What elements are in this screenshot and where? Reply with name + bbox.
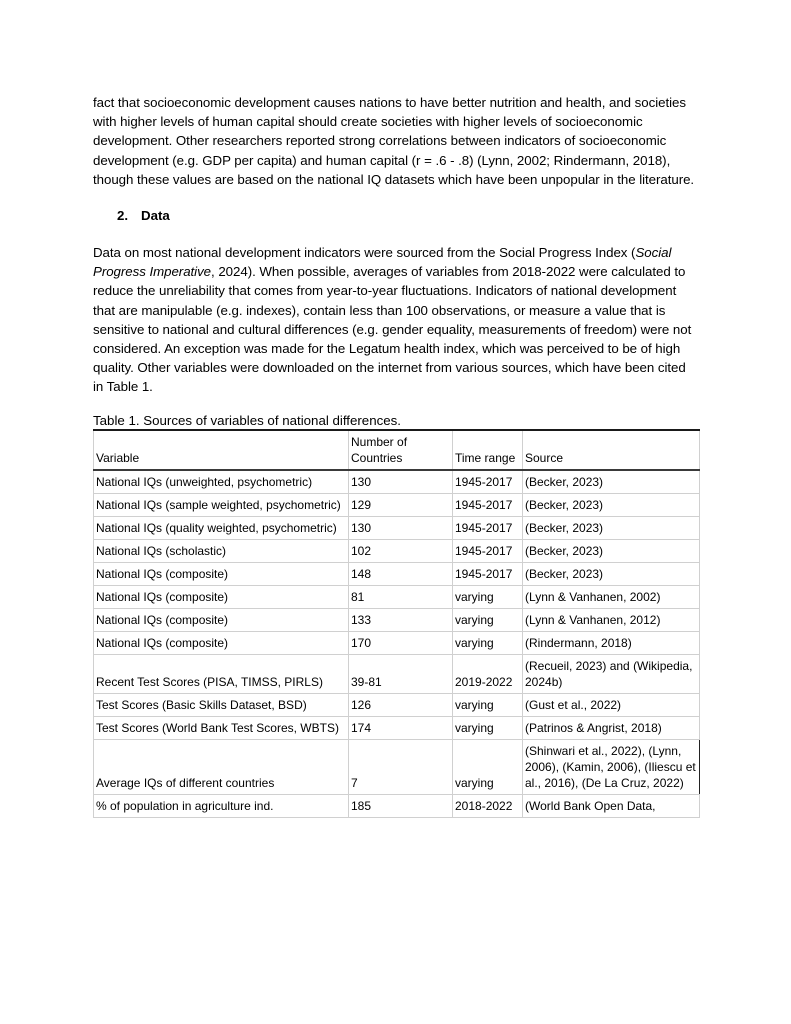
cell-source: (Becker, 2023) xyxy=(523,562,700,585)
table-row xyxy=(94,585,700,608)
cell-source: (Lynn & Vanhanen, 2002) xyxy=(523,585,700,608)
cell-source: (Lynn & Vanhanen, 2012) xyxy=(523,608,700,631)
cell-variable: National IQs (composite) xyxy=(94,631,349,654)
cell-time-range: varying xyxy=(453,608,523,631)
cell-source: (Becker, 2023) xyxy=(523,470,700,494)
header-time-range: Time range xyxy=(453,430,523,470)
section-title: Data xyxy=(141,208,170,224)
table-header-row xyxy=(94,430,700,470)
cell-variable: National IQs (composite) xyxy=(94,608,349,631)
cell-source: (Becker, 2023) xyxy=(523,493,700,516)
table-row xyxy=(94,631,700,654)
cell-source: (Becker, 2023) xyxy=(523,539,700,562)
data-paragraph xyxy=(93,243,699,397)
table-row xyxy=(94,493,700,516)
cell-count: 102 xyxy=(349,539,453,562)
cell-source: (Shinwari et al., 2022), (Lynn, 2006), (Kamin, 2006), (Iliescu et al., 2016), (De La Cruz, 2022) xyxy=(523,739,700,794)
sources-table xyxy=(93,429,700,818)
table-row xyxy=(94,716,700,739)
intro-paragraph: fact that socioeconomic development causes nations to have better nutrition and health, and societies with higher levels of human capital should create societies with higher levels of socioeconomic development. Other researchers reported strong correlations between indicators of socioeconomic development (e.g. GDP per capita) and human capital (r = .6 - .8) (Lynn, 2002; Rindermann, 2018), though these values are based on the national IQ datasets which have been unpopular in the literature. xyxy=(93,95,695,187)
cell-count: 170 xyxy=(349,631,453,654)
cell-count: 130 xyxy=(349,470,453,494)
cell-count: 129 xyxy=(349,493,453,516)
cell-count: 126 xyxy=(349,693,453,716)
cell-time-range: varying xyxy=(453,631,523,654)
cell-time-range: varying xyxy=(453,716,523,739)
header-number-of-countries: Number of Countries xyxy=(349,430,453,470)
table-row xyxy=(94,654,700,693)
data-paragraph-part1: Data on most national development indicators were sourced from the Social Progress Index ( xyxy=(93,245,636,261)
table-row xyxy=(94,608,700,631)
data-paragraph-part2: , 2024). When possible, averages of variables from 2018-2022 were calculated to reduce the unreliability that comes from year-to-year fluctuations. Indicators of national development that are manipulable (e.g. indexes), contain less than 100 observations, or measure a value that is sensitive to national and cultural differences (e.g. gender equality, measurements of freedom) were not considered. An exception was made for the Legatum health index, which was perceived to be of high quality. Other variables were downloaded on the internet from various sources, which have been cited in Table 1. xyxy=(93,264,692,395)
table-row xyxy=(94,539,700,562)
cell-count: 133 xyxy=(349,608,453,631)
cell-variable: % of population in agriculture ind. xyxy=(94,794,349,817)
cell-source: (World Bank Open Data, xyxy=(523,794,700,817)
cell-time-range: varying xyxy=(453,739,523,794)
table-row xyxy=(94,794,700,817)
document-page xyxy=(93,93,699,818)
section-heading xyxy=(93,206,699,225)
cell-source: (Patrinos & Angrist, 2018) xyxy=(523,716,700,739)
cell-time-range: 1945-2017 xyxy=(453,493,523,516)
cell-count: 7 xyxy=(349,739,453,794)
table-row xyxy=(94,516,700,539)
cell-count: 148 xyxy=(349,562,453,585)
cell-variable: Recent Test Scores (PISA, TIMSS, PIRLS) xyxy=(94,654,349,693)
cell-count: 81 xyxy=(349,585,453,608)
table-row xyxy=(94,739,700,794)
cell-time-range: 2019-2022 xyxy=(453,654,523,693)
cell-time-range: 1945-2017 xyxy=(453,516,523,539)
cell-time-range: varying xyxy=(453,693,523,716)
header-source: Source xyxy=(523,430,700,470)
cell-source: (Recueil, 2023) and (Wikipedia, 2024b) xyxy=(523,654,700,693)
cell-source: (Becker, 2023) xyxy=(523,516,700,539)
cell-variable: National IQs (composite) xyxy=(94,562,349,585)
cell-variable: Average IQs of different countries xyxy=(94,739,349,794)
table-row xyxy=(94,562,700,585)
cell-variable: National IQs (composite) xyxy=(94,585,349,608)
cell-time-range: 1945-2017 xyxy=(453,562,523,585)
table-caption: Table 1. Sources of variables of national differences. xyxy=(93,412,401,428)
cell-variable: National IQs (quality weighted, psychometric) xyxy=(94,516,349,539)
cell-count: 174 xyxy=(349,716,453,739)
section-number: 2. xyxy=(117,208,129,224)
cell-variable: National IQs (unweighted, psychometric) xyxy=(94,470,349,494)
cell-count: 185 xyxy=(349,794,453,817)
table-row xyxy=(94,470,700,494)
cell-time-range: 2018-2022 xyxy=(453,794,523,817)
cell-time-range: 1945-2017 xyxy=(453,470,523,494)
cell-variable: Test Scores (Basic Skills Dataset, BSD) xyxy=(94,693,349,716)
header-variable: Variable xyxy=(94,430,349,470)
cell-source: (Gust et al., 2022) xyxy=(523,693,700,716)
cell-count: 130 xyxy=(349,516,453,539)
cell-variable: Test Scores (World Bank Test Scores, WBTS) xyxy=(94,716,349,739)
cell-time-range: 1945-2017 xyxy=(453,539,523,562)
cell-count: 39-81 xyxy=(349,654,453,693)
cell-variable: National IQs (scholastic) xyxy=(94,539,349,562)
cell-time-range: varying xyxy=(453,585,523,608)
cell-variable: National IQs (sample weighted, psychometric) xyxy=(94,493,349,516)
data-paragraph-italic: Social Progress Imperative xyxy=(93,245,672,280)
cell-source: (Rindermann, 2018) xyxy=(523,631,700,654)
table-row xyxy=(94,693,700,716)
